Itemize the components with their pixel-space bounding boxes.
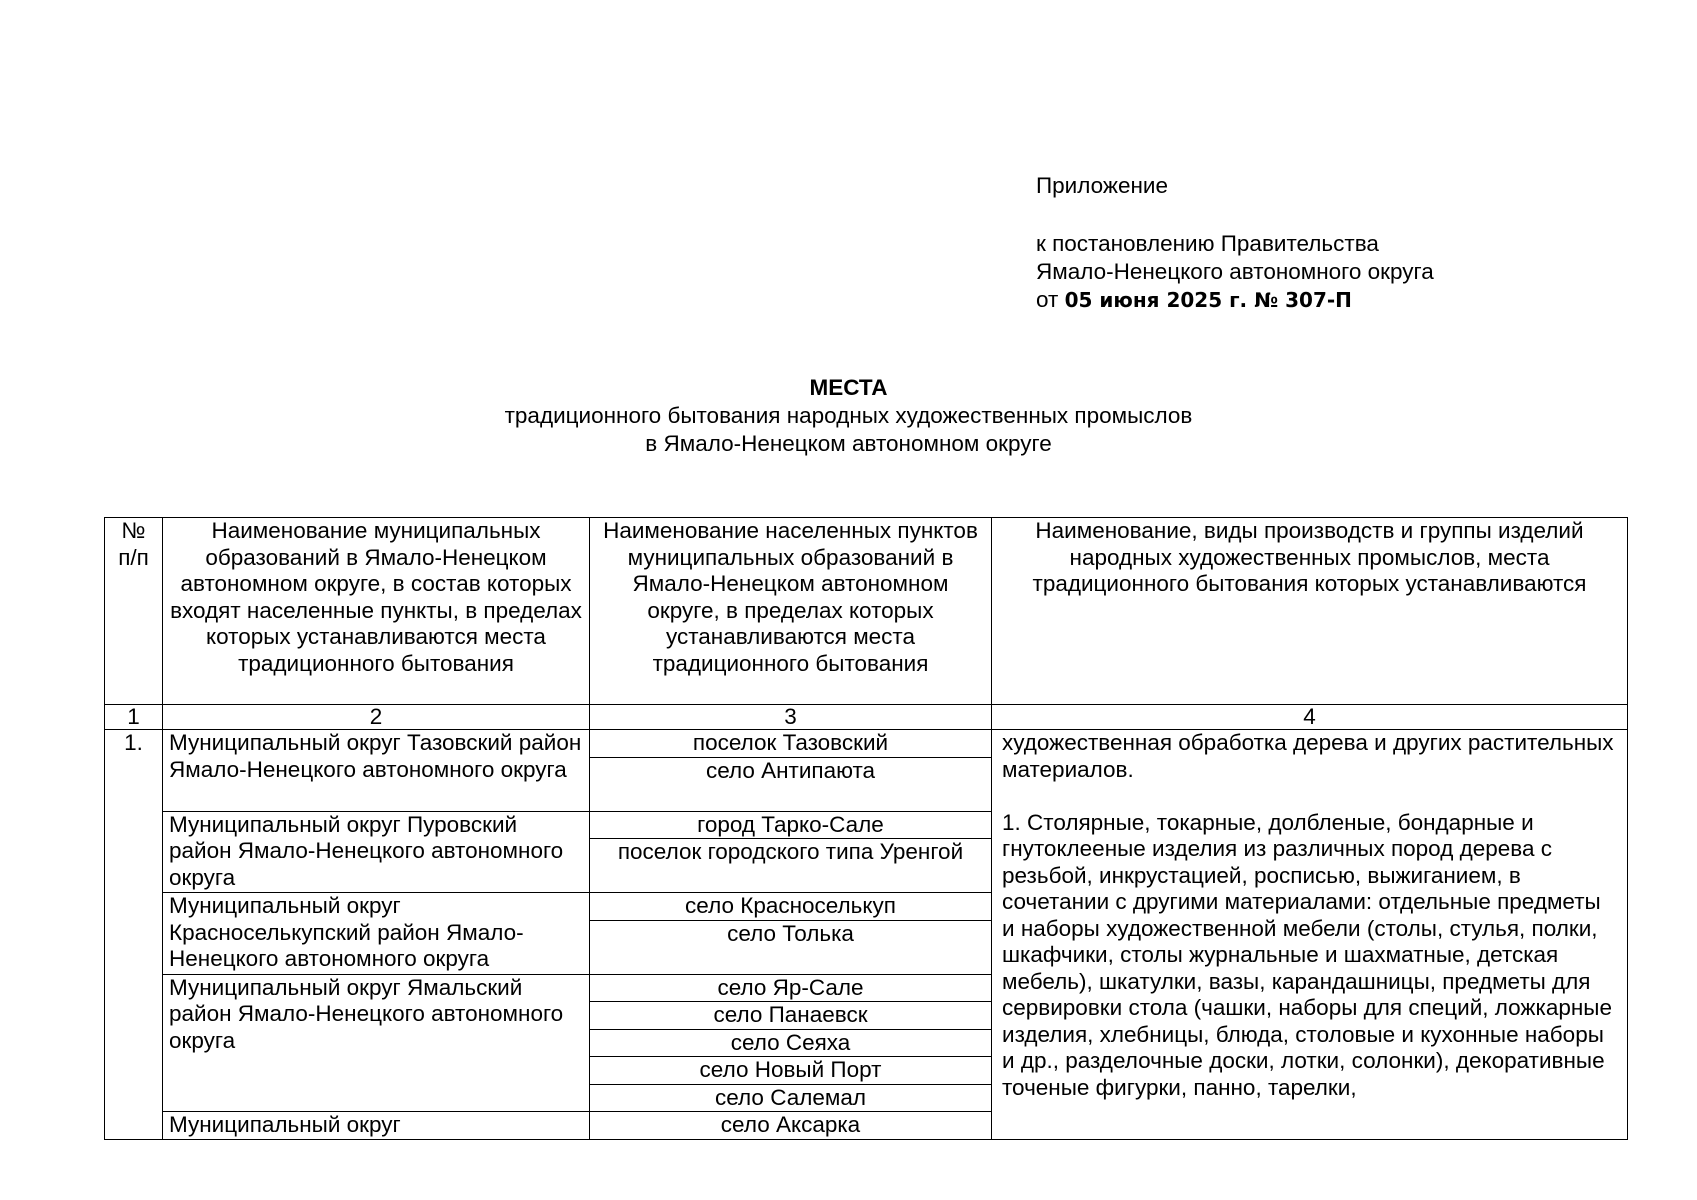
crafts-cell [992, 730, 1628, 1140]
settlement-cell: село Новый Порт [590, 1057, 992, 1085]
appendix-date-line [1036, 286, 1434, 314]
appendix-date-prefix: от [1036, 287, 1059, 312]
settlement-cell: село Салемал [590, 1084, 992, 1112]
municipality-cell: Муниципальный округ Пуровский район Ямало-Ненецкого автономного округа [163, 811, 590, 893]
municipality-cell: Муниципальный округ Тазовский район Ямало-Ненецкого автономного округа [163, 730, 590, 812]
craft-item: 1. Столярные, токарные, долбленые, бондарные и гнутоклееные изделия из различных пород дерева с резьбой, инкрустацией, росписью, выжиганием, в сочетании с другими материалами: отдельные предметы и наборы художественной мебели (столы, стулья, полки, шкафчики, столы журнальные и шахматные, детская мебель), шкатулки, вазы, карандашницы, предметы для сервировки стола (чашки, наборы для специй, ложкарные изделия, хлебницы, блюда, столовые и кухонные наборы и др., разделочные доски, лотки, солонки), декоративные точеные фигурки, панно, тарелки, [1002, 809, 1612, 1100]
column-number-row [105, 705, 1628, 730]
appendix-resolution: к постановлению Правительства [1036, 231, 1379, 256]
settlement-cell: село Толька [590, 920, 992, 974]
municipality-cell: Муниципальный округ Ямальский район Ямало-Ненецкого автономного округа [163, 974, 590, 1112]
appendix-title: Приложение [1036, 173, 1168, 198]
settlement-cell: село Яр-Сале [590, 974, 992, 1002]
column-number: 2 [163, 705, 590, 730]
appendix-government: Ямало-Ненецкого автономного округа [1036, 259, 1434, 284]
table-header-row [105, 518, 1628, 705]
settlement-cell: село Аксарка [590, 1112, 992, 1140]
document-title [0, 374, 1697, 458]
header-number: № п/п [105, 518, 163, 705]
row-number: 1. [105, 730, 163, 1140]
column-number: 3 [590, 705, 992, 730]
municipality-cell: Муниципальный округ [163, 1112, 590, 1140]
places-table [104, 517, 1628, 1140]
column-number: 1 [105, 705, 163, 730]
header-municipality: Наименование муниципальных образований в Ямало-Ненецком автономном округе, в состав которых входят населенные пункты, в пределах которых устанавливаются места традиционного бытования [163, 518, 590, 705]
header-crafts: Наименование, виды производств и группы изделий народных художественных промыслов, места традиционного бытования которых устанавливаются [992, 518, 1628, 705]
header-settlement: Наименование населенных пунктов муниципальных образований в Ямало-Ненецком автономном округе, в пределах которых устанавливаются места традиционного бытования [590, 518, 992, 705]
title-sub1: традиционного бытования народных художественных промыслов [504, 403, 1193, 428]
settlement-cell: село Сеяха [590, 1029, 992, 1057]
appendix-date: 05 июня 2025 г. № 307-П [1064, 288, 1352, 312]
settlement-cell: село Панаевск [590, 1002, 992, 1030]
settlement-cell: поселок городского типа Уренгой [590, 839, 992, 893]
settlement-cell: город Тарко-Сале [590, 811, 992, 839]
settlement-cell: село Антипаюта [590, 757, 992, 811]
craft-intro: художественная обработка дерева и других растительных материалов. [1002, 730, 1614, 782]
municipality-cell: Муниципальный округ Красноселькупский район Ямало-Ненецкого автономного округа [163, 893, 590, 975]
column-number: 4 [992, 705, 1628, 730]
settlement-cell: село Красноселькуп [590, 893, 992, 921]
appendix-block [1036, 172, 1434, 314]
title-main: МЕСТА [809, 375, 888, 400]
title-sub2: в Ямало-Ненецком автономном округе [645, 431, 1052, 456]
table-row [105, 730, 1628, 758]
settlement-cell: поселок Тазовский [590, 730, 992, 758]
